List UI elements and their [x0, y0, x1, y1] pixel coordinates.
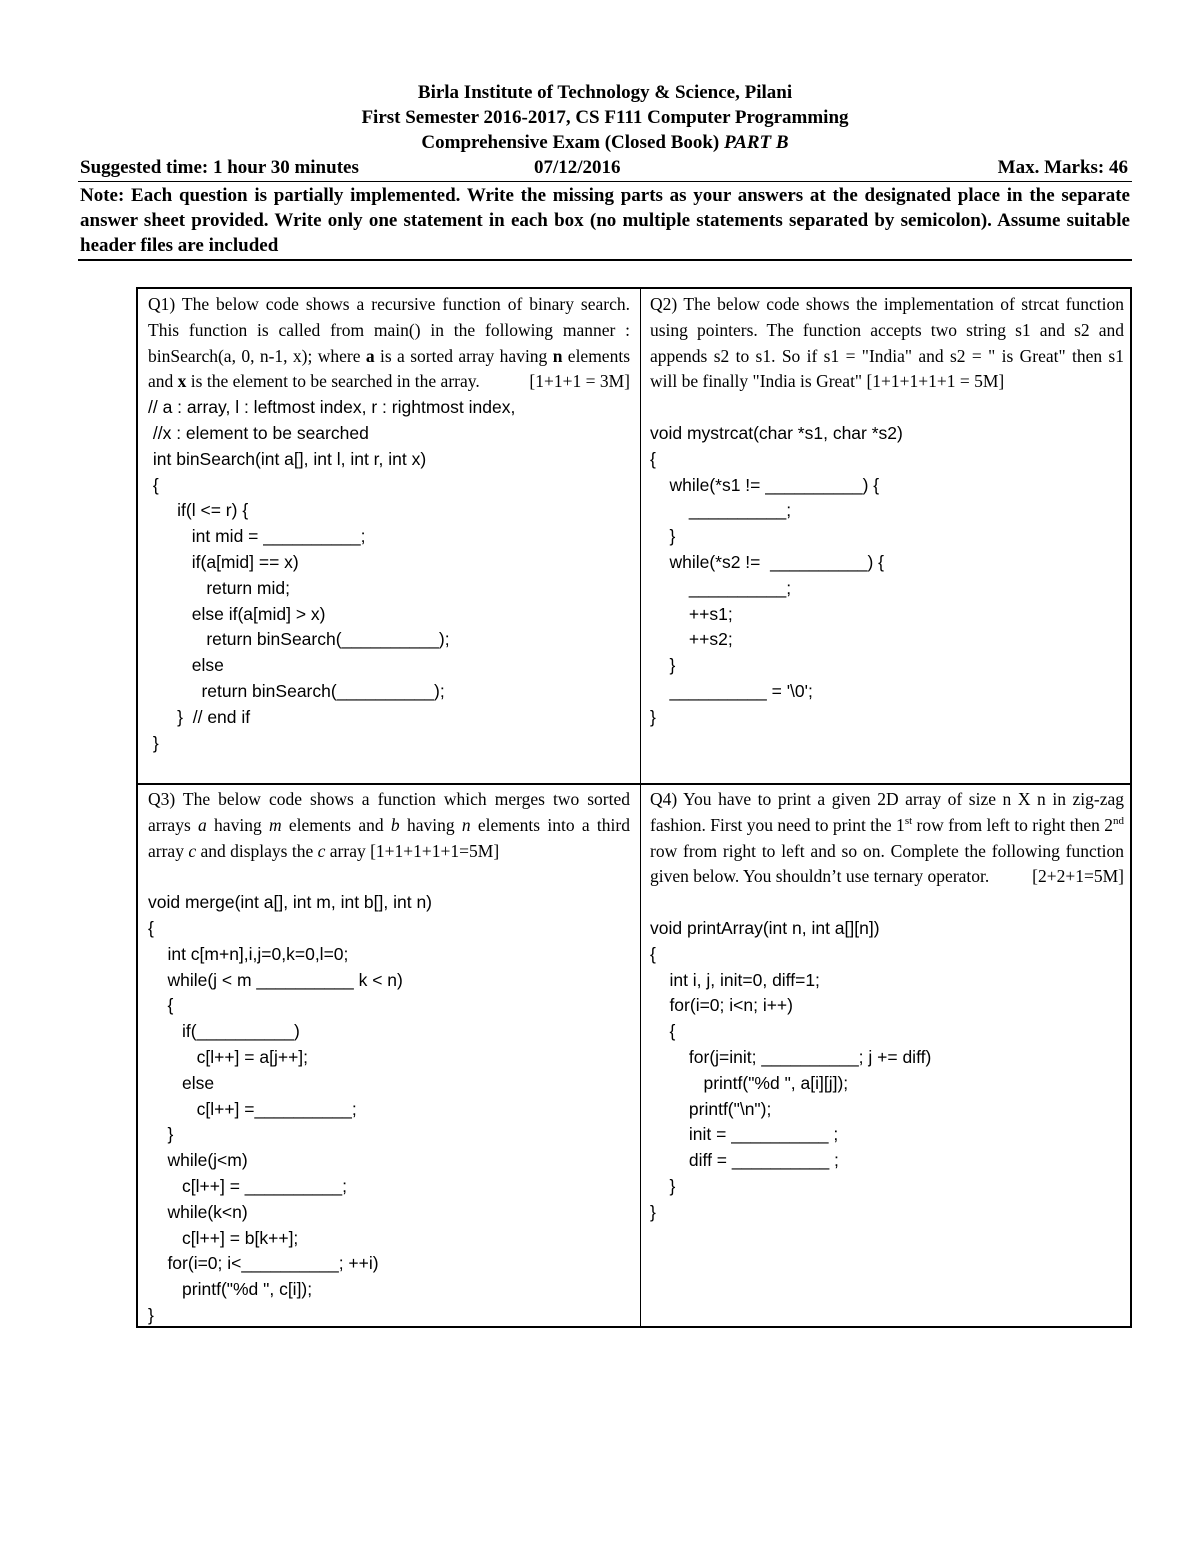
q2-description: Q2) The below code shows the implementation of strcat function using pointers. The function accepts two string s1 and s2 and appends s2 to s1. So if s1 = "India" and s2 = " is Great" then s1 will be finally "India is Great" [1+1+1+1+1 = 5M] — [650, 294, 1124, 392]
q3-description: Q3) The below code shows a function which merges two sorted arrays a having m elements and b having n elements into a third array c and displays the c array [1+1+1+1+1=5M] — [148, 789, 630, 861]
q4-marks: [2+2+1=5M] — [1032, 866, 1124, 887]
exam-date: 07/12/2016 — [534, 157, 621, 178]
institute-name: Birla Institute of Technology & Science, Pilani — [417, 82, 793, 103]
q2-code: void mystrcat(char *s1, char *s2) { while(*s1 != __________) { __________; } while(*s2 != __________) { __________; ++s1; ++s2; } __________ = '\0'; } — [650, 422, 903, 727]
q4-code: void printArray(int n, int a[][n]) { int i, j, init=0, diff=1; for(i=0; i<n; i++) { for(j=init; __________; j += diff) printf("%d ", a[i][j]); printf("\n"); init = __________ ; diff = __________ ; } } — [650, 917, 932, 1222]
note-divider — [78, 259, 1132, 261]
q3-code: void merge(int a[], int m, int b[], int n) { int c[m+n],i,j=0,k=0,l=0; while(j < m __________ k < n) { if(__________) c[l++] = a[j++]; else c[l++] =__________; } while(j<m) c[l++] = __________; while(k<n) c[l++] = b[k++]; for(i=0; i<__________; ++i) printf("%d ", c[i]); } — [148, 892, 432, 1325]
max-marks: Max. Marks: 46 — [997, 157, 1128, 178]
question-1 — [148, 292, 630, 756]
header-divider — [78, 181, 1132, 182]
question-grid — [136, 287, 1132, 1328]
q1-marks: [1+1+1 = 3M] — [529, 371, 630, 392]
exam-title: Comprehensive Exam (Closed Book) PART B — [421, 132, 789, 153]
grid-vertical-divider — [640, 289, 641, 1326]
q1-description: Q1) The below code shows a recursive function of binary search. This function is called from main() in the following manner : binSearch(a, 0, n-1, x); where a is a sorted array having n elements and x is the element to be searched in the array. [1+1+1 = 3M] — [148, 292, 630, 395]
grid-horizontal-divider — [138, 783, 1130, 785]
q4-description: Q4) You have to print a given 2D array of size n X n in zig-zag fashion. First you need to print the 1st row from left to right then 2nd row from right to left and so on. Complete the following function given below. You shouldn’t use ternary operator. [2+2+1=5M] — [650, 787, 1124, 890]
exam-note: Note: Each question is partially implemented. Write the missing parts as your answers at the designated place in the separate answer sheet provided. Write only one statement in each box (no multiple statements separated by semicolon). Assume suitable header files are included — [80, 185, 1130, 256]
exam-meta-row — [78, 155, 1132, 181]
exam-header — [78, 80, 1132, 181]
question-3 — [148, 787, 630, 1329]
question-4 — [650, 787, 1124, 1226]
q1-code: // a : array, l : leftmost index, r : rightmost index, //x : element to be searched int binSearch(int a[], int l, int r, int x) { if(l <= r) { int mid = __________; if(a[mid] == x) return mid; else if(a[mid] > x) return binSearch(__________); else return binSearch(__________); } // end if } — [148, 397, 516, 753]
suggested-time: Suggested time: 1 hour 30 minutes — [80, 157, 359, 178]
question-2 — [650, 292, 1124, 731]
course-title: First Semester 2016-2017, CS F111 Computer Programming — [361, 107, 849, 128]
